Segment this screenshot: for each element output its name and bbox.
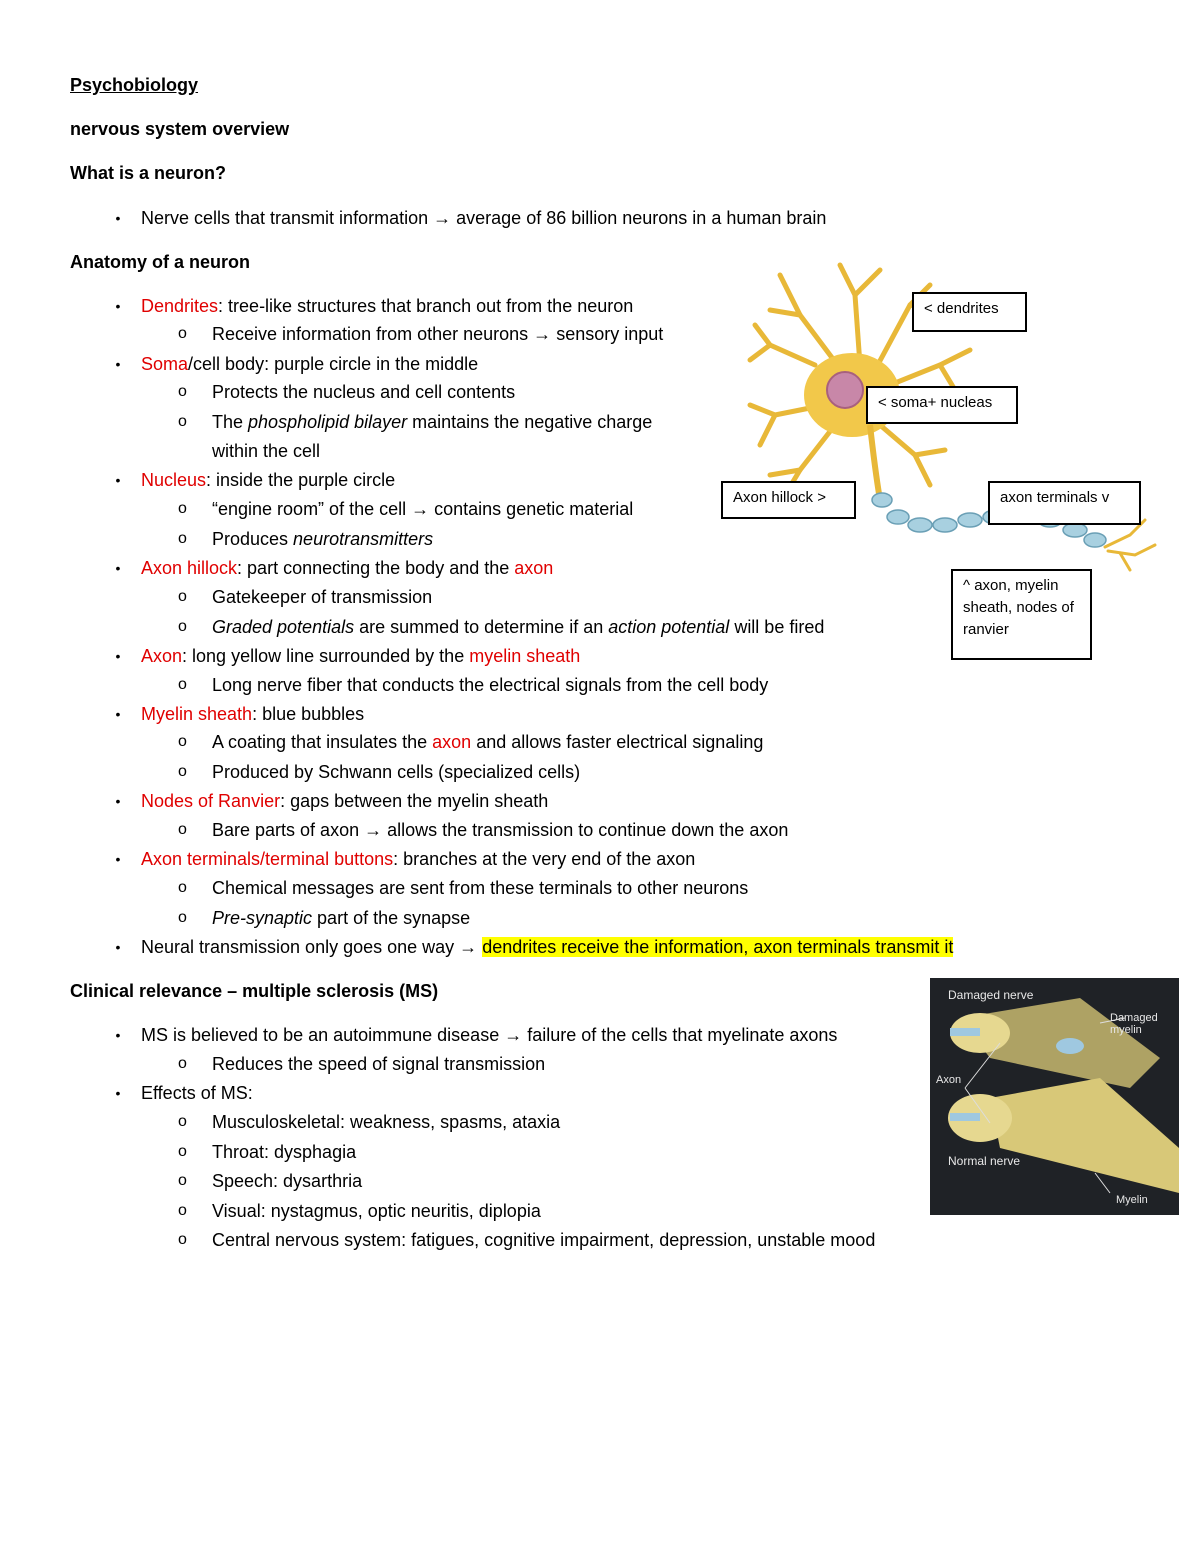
ms-label-damaged-myelin: Damaged myelin — [1110, 1012, 1158, 1036]
nucleus-item — [141, 468, 395, 492]
dendrites-sub — [212, 322, 663, 346]
label-axon-terminals: axon terminals v — [988, 481, 1141, 525]
transmission-item — [141, 935, 953, 959]
text: : inside the purple circle — [206, 470, 396, 490]
text: contains genetic material — [434, 499, 634, 519]
term: Myelin sheath — [141, 704, 253, 724]
text: : long yellow line surrounded by the — [182, 646, 470, 666]
ms-effect: Speech: dysarthria — [212, 1171, 363, 1191]
soma-sub-1: Protects the nucleus and cell contents — [212, 382, 516, 402]
term: myelin sheath — [469, 646, 581, 666]
text: “engine room” of the cell — [212, 499, 407, 519]
soma-sub-2-cont: within the cell — [212, 441, 321, 461]
sub-bullet: o — [178, 530, 187, 547]
ms-effect: Central nervous system: fatigues, cognitive impairment, depression, unstable mood — [212, 1230, 876, 1250]
text-italic: action potential — [608, 617, 730, 637]
myelin-sub-1 — [212, 730, 763, 754]
bullet: • — [115, 356, 121, 372]
text: Produces — [212, 529, 294, 549]
text: : part connecting the body and the — [237, 558, 515, 578]
ms-effect: Throat: dysphagia — [212, 1142, 357, 1162]
sub-bullet: o — [178, 1055, 187, 1072]
arrow-icon: → — [364, 820, 383, 840]
term: Axon hillock — [141, 558, 238, 578]
sub-bullet: o — [178, 676, 187, 693]
bullet: • — [115, 560, 121, 576]
sub-bullet: o — [178, 763, 187, 780]
text: : gaps between the myelin sheath — [280, 791, 549, 811]
bullet: • — [115, 648, 121, 664]
text: maintains the negative charge — [407, 412, 653, 432]
hillock-sub-2 — [212, 615, 824, 639]
ms-sub-1: Reduces the speed of signal transmission — [212, 1054, 546, 1074]
axon-sub-1: Long nerve fiber that conducts the electrical signals from the cell body — [212, 675, 769, 695]
soma-sub-2 — [212, 410, 652, 434]
bullet: • — [115, 939, 121, 955]
arrow-icon: → — [504, 1025, 523, 1045]
term: axon — [432, 732, 472, 752]
sub-bullet: o — [178, 1202, 187, 1219]
nodes-item — [141, 789, 548, 813]
text: : tree-like structures that branch out from the neuron — [218, 296, 634, 316]
myelin-item — [141, 702, 364, 726]
text: A coating that insulates the — [212, 732, 433, 752]
myelin-sub-2: Produced by Schwann cells (specialized cells) — [212, 762, 581, 782]
text: allows the transmission to continue down the axon — [387, 820, 789, 840]
term: Nodes of Ranvier — [141, 791, 281, 811]
arrow-icon: → — [533, 324, 552, 344]
text: MS is believed to be an autoimmune disease — [141, 1025, 500, 1045]
subtitle: nervous system overview — [70, 119, 290, 139]
soma-item — [141, 352, 478, 376]
text: Bare parts of axon — [212, 820, 360, 840]
sub-bullet: o — [178, 733, 187, 750]
ms-label-damaged-nerve: Damaged nerve — [948, 988, 1034, 1002]
term: Nucleus — [141, 470, 207, 490]
sub-bullet: o — [178, 879, 187, 896]
section-heading-clinical: Clinical relevance – multiple sclerosis (MS) — [70, 981, 439, 1001]
hillock-item — [141, 556, 553, 580]
label-dendrites: < dendrites — [912, 292, 1027, 332]
term: axon — [514, 558, 554, 578]
bullet: • — [115, 298, 121, 314]
label-axon-myelin: ^ axon, myelin sheath, nodes of ranvier — [951, 569, 1092, 660]
neuron-definition — [141, 206, 826, 230]
term: Dendrites — [141, 296, 219, 316]
bullet: • — [115, 793, 121, 809]
sub-bullet: o — [178, 1231, 187, 1248]
sub-bullet: o — [178, 383, 187, 400]
sub-bullet: o — [178, 325, 187, 342]
nucleus-sub-2 — [212, 527, 433, 551]
bullet: • — [115, 851, 121, 867]
label-axon-hillock: Axon hillock > — [721, 481, 856, 519]
text: /cell body: purple circle in the middle — [188, 354, 479, 374]
sub-bullet: o — [178, 1172, 187, 1189]
text: : blue bubbles — [252, 704, 365, 724]
page-title: Psychobiology — [70, 75, 199, 95]
sub-bullet: o — [178, 821, 187, 838]
sub-bullet: o — [178, 618, 187, 635]
bullet: • — [115, 1085, 121, 1101]
text: Nerve cells that transmit information — [141, 208, 429, 228]
text-italic: phospholipid bilayer — [248, 412, 408, 432]
ms-effects-heading: Effects of MS: — [141, 1083, 253, 1103]
text: average of 86 billion neurons in a human brain — [456, 208, 827, 228]
ms-effect: Musculoskeletal: weakness, spasms, ataxia — [212, 1112, 561, 1132]
section-heading-anatomy: Anatomy of a neuron — [70, 252, 251, 272]
text: are summed to determine if an — [354, 617, 609, 637]
sub-bullet: o — [178, 1143, 187, 1160]
bullet: • — [115, 706, 121, 722]
ms-definition — [141, 1023, 837, 1047]
nucleus-sub-1 — [212, 497, 633, 521]
highlighted-text: dendrites receive the information, axon terminals transmit it — [482, 937, 954, 957]
dendrites-item — [141, 294, 633, 318]
hillock-sub-1: Gatekeeper of transmission — [212, 587, 433, 607]
ms-label-myelin: Myelin — [1116, 1194, 1148, 1206]
arrow-icon: → — [459, 937, 478, 957]
sub-bullet: o — [178, 1113, 187, 1130]
bullet: • — [115, 472, 121, 488]
sub-bullet: o — [178, 909, 187, 926]
text: failure of the cells that myelinate axons — [527, 1025, 838, 1045]
term: Axon — [141, 646, 183, 666]
text: Neural transmission only goes one way — [141, 937, 455, 957]
text: will be fired — [729, 617, 825, 637]
text: Receive information from other neurons — [212, 324, 529, 344]
arrow-icon: → — [433, 208, 452, 228]
text: sensory input — [556, 324, 664, 344]
text: The — [212, 412, 249, 432]
section-heading-what-is-neuron: What is a neuron? — [70, 163, 227, 183]
term: Soma — [141, 354, 189, 374]
text-italic: Pre-synaptic — [212, 908, 313, 928]
ms-effect: Visual: nystagmus, optic neuritis, diplopia — [212, 1201, 541, 1221]
ms-nerve-image — [930, 978, 1179, 1215]
label-soma: < soma+ nucleas — [866, 386, 1018, 424]
text-italic: neurotransmitters — [293, 529, 434, 549]
arrow-icon: → — [411, 499, 430, 519]
sub-bullet: o — [178, 500, 187, 517]
text: and allows faster electrical signaling — [471, 732, 764, 752]
bullet: • — [115, 1027, 121, 1043]
terminals-sub-2 — [212, 906, 470, 930]
terminals-sub-1: Chemical messages are sent from these terminals to other neurons — [212, 878, 749, 898]
sub-bullet: o — [178, 413, 187, 430]
text: part of the synapse — [312, 908, 471, 928]
ms-label-axon: Axon — [936, 1074, 962, 1086]
bullet: • — [115, 210, 121, 226]
term: Axon terminals/terminal buttons — [141, 849, 394, 869]
sub-bullet: o — [178, 588, 187, 605]
nodes-sub-1 — [212, 818, 788, 842]
terminals-item — [141, 847, 695, 871]
axon-item — [141, 644, 580, 668]
text-italic: Graded potentials — [212, 617, 355, 637]
ms-label-normal-nerve: Normal nerve — [948, 1154, 1021, 1168]
text: : branches at the very end of the axon — [393, 849, 696, 869]
